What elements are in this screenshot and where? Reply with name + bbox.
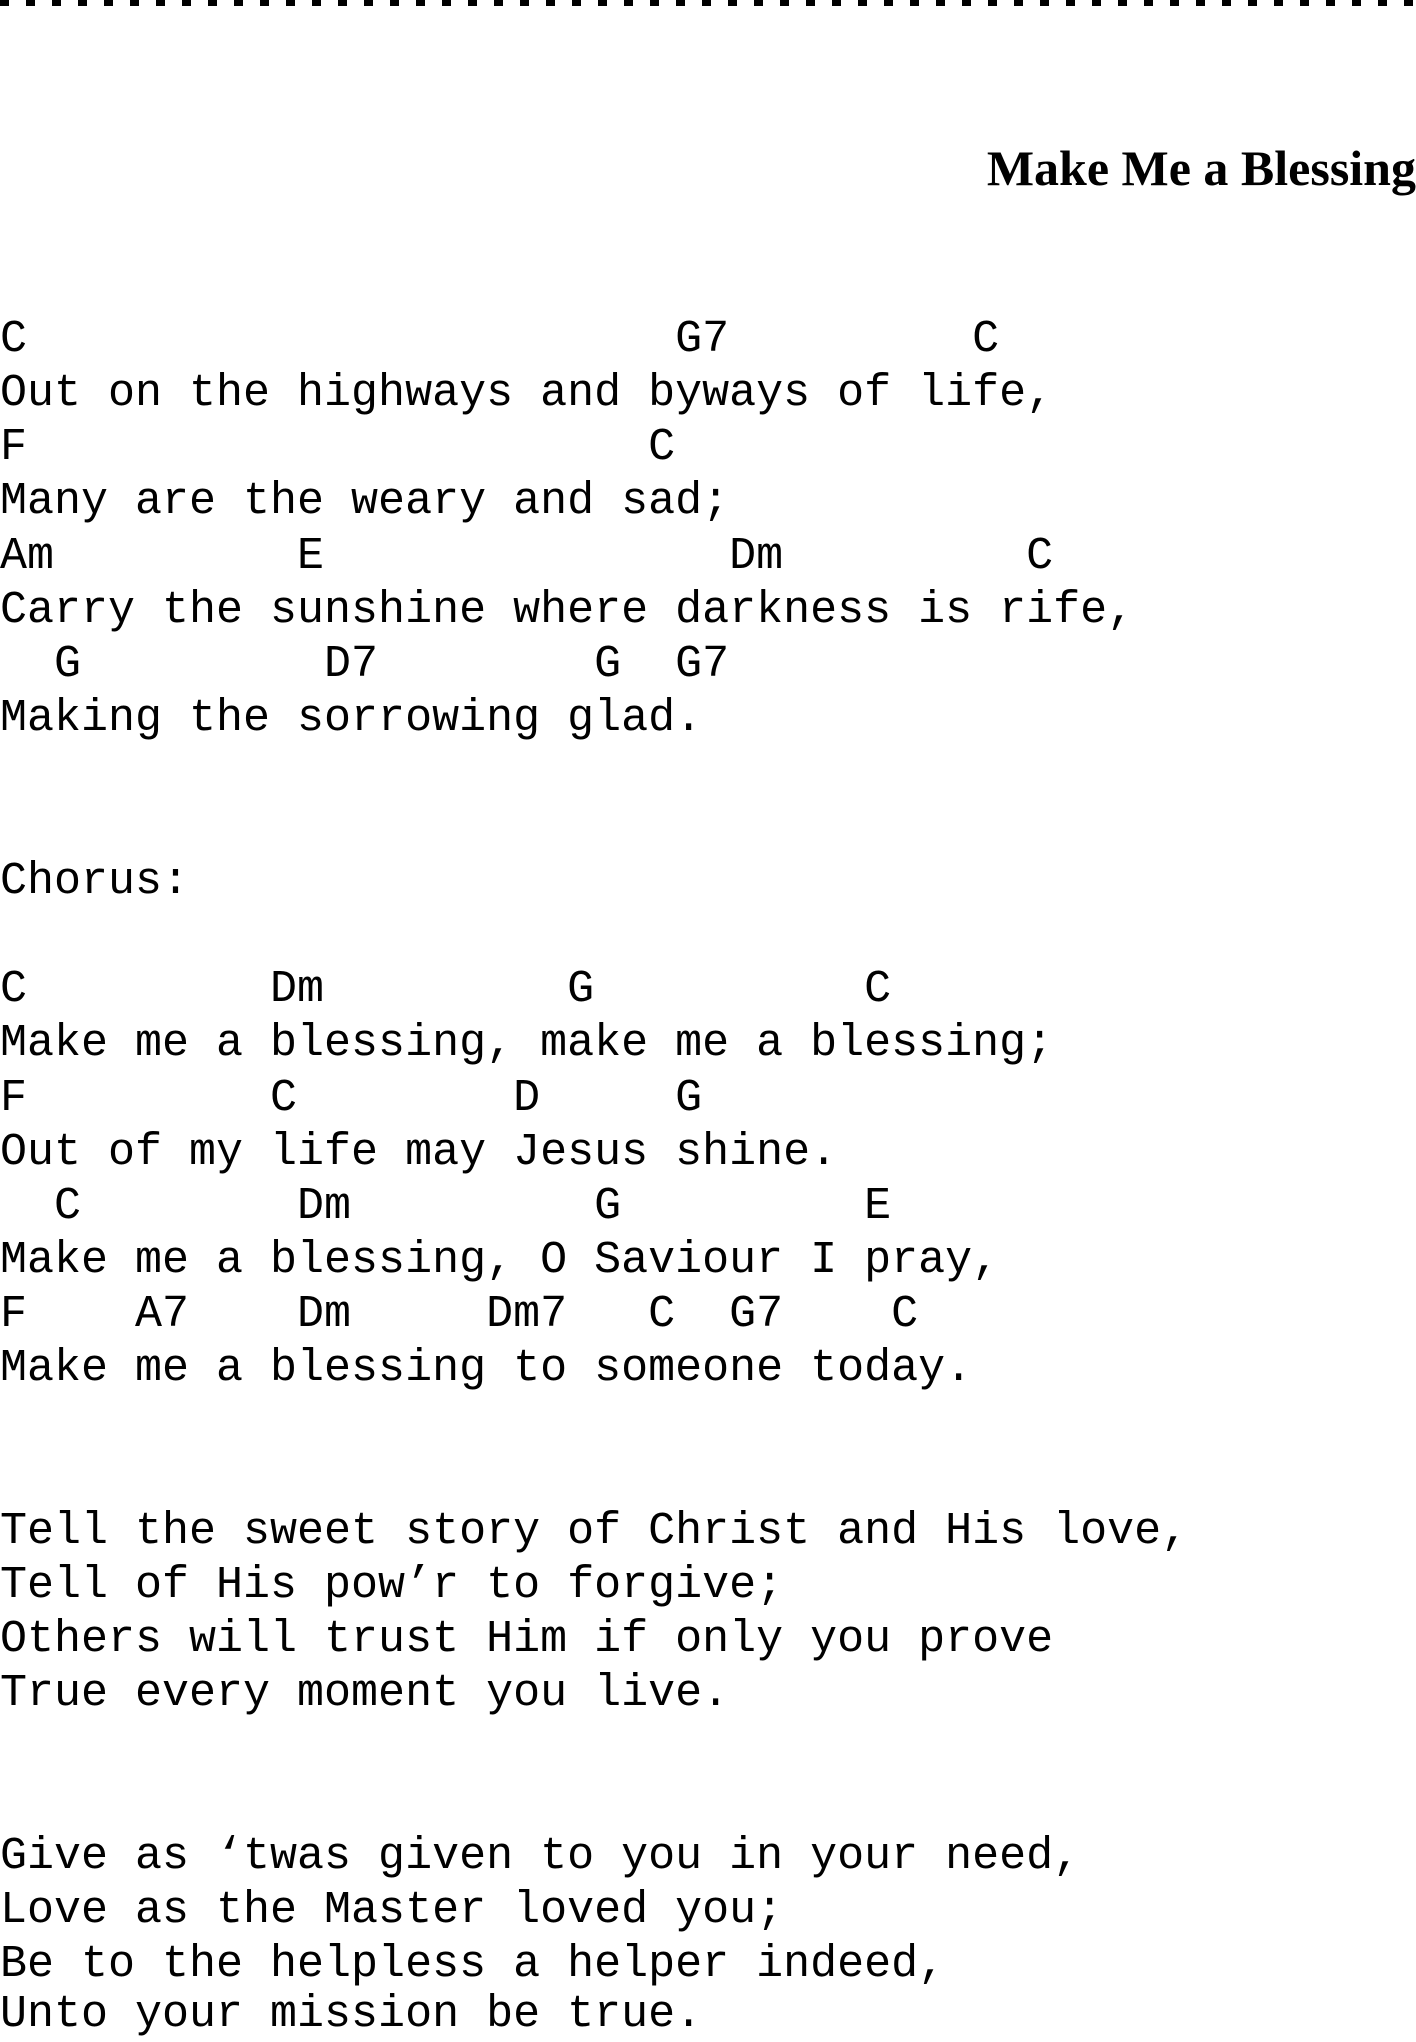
verse2-lyric-line-2: Tell of His pow’r to forgive; [0,1560,784,1611]
verse1-lyric-line-4: Making the sorrowing glad. [0,693,703,744]
verse1-chord-line-4: G D7 G G7 [0,639,730,690]
verse1-lyric-line-2: Many are the weary and sad; [0,476,730,527]
verse1-lyric-line-3: Carry the sunshine where darkness is rife, [0,585,1135,636]
chorus-lyric-line-2: Out of my life may Jesus shine. [0,1127,838,1178]
verse2-lyric-line-1: Tell the sweet story of Christ and His love, [0,1506,1189,1557]
verse1-lyric-line-1: Out on the highways and byways of life, [0,368,1054,419]
verse3-lyric-line-1: Give as ‘twas given to you in your need, [0,1831,1081,1882]
verse1-chord-line-2: F C [0,422,676,473]
chorus-chord-line-2: F C D G [0,1073,703,1124]
verse1-chord-line-1: C G7 C [0,314,1000,365]
chorus-lyric-line-1: Make me a blessing, make me a blessing; [0,1018,1054,1069]
verse3-lyric-line-2: Love as the Master loved you; [0,1885,784,1936]
chorus-label: Chorus: [0,856,190,907]
chorus-chord-line-3: C Dm G E [0,1181,892,1232]
chorus-lyric-line-4: Make me a blessing to someone today. [0,1343,973,1394]
verse1-chord-line-3: Am E Dm C [0,531,1054,582]
chorus-lyric-line-3: Make me a blessing, O Saviour I pray, [0,1235,1000,1286]
verse3-lyric-line-4: Unto your mission be true. [0,1989,703,2040]
verse2-lyric-line-4: True every moment you live. [0,1668,730,1719]
verse2-lyric-line-3: Others will trust Him if only you prove [0,1614,1054,1665]
chorus-chord-line-1: C Dm G C [0,964,892,1015]
chorus-chord-line-4: F A7 Dm Dm7 C G7 C [0,1289,919,1340]
song-title: Make Me a Blessing [986,140,1416,196]
verse3-lyric-line-3: Be to the helpless a helper indeed, [0,1939,946,1990]
